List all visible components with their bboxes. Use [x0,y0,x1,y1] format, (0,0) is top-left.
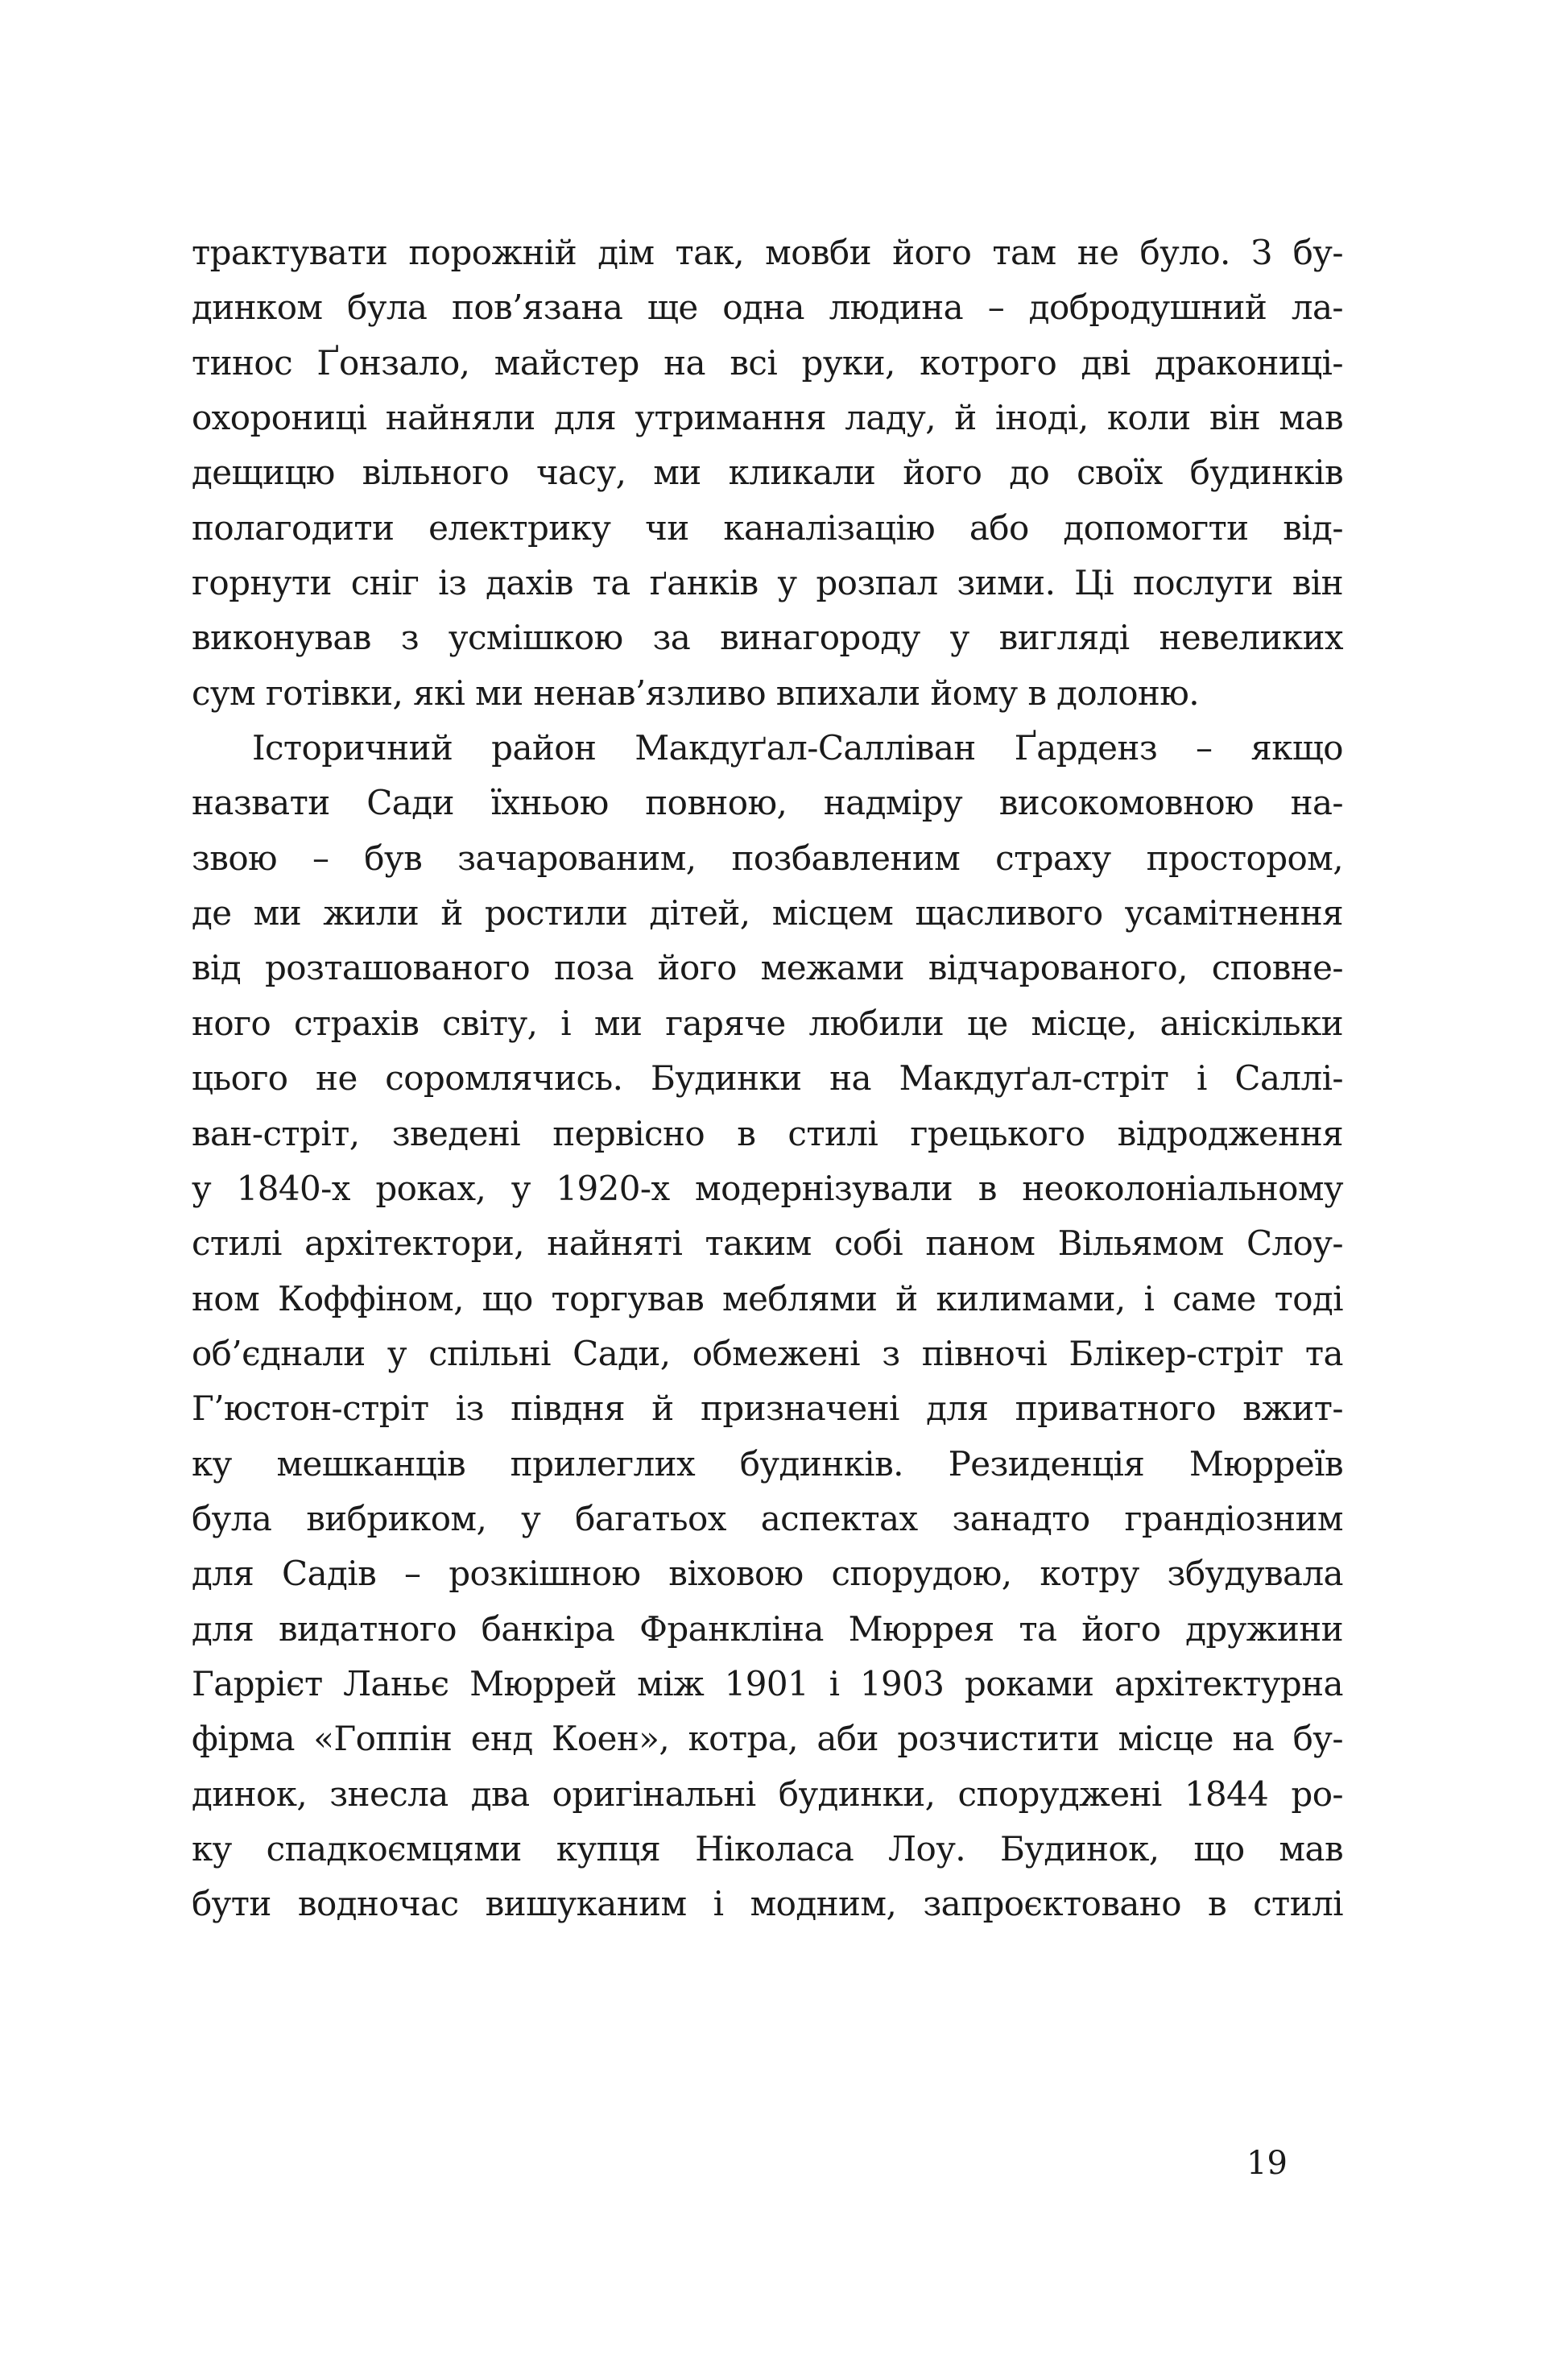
text-line: ном Коффіном, що торгував меблями й килимами, і саме тоді [192,1278,1343,1318]
text-line: фірма «Гоппін енд Коен», котра, аби розчистити місце на бу- [192,1719,1343,1759]
text-line: для видатного банкіра Франкліна Мюррея та його дружини [192,1608,1343,1649]
body-text [192,226,1343,2042]
text-line: від розташованого поза його межами відчарованого, сповне- [192,948,1343,988]
text-line: охорониці найняли для утримання ладу, й іноді, коли він мав [192,398,1343,438]
text-line-paragraph-end: сум готівки, які ми ненав’язливо впихали йому в долоню. [192,673,1199,713]
text-line: бути водночас вишуканим і модним, запроєктовано в стилі [192,1884,1343,1924]
text-line: де ми жили й ростили дітей, місцем щасливого усамітнення [192,893,1343,933]
text-line: тинос Ґонзало, майстер на всі руки, котрого дві драконицi- [192,342,1343,383]
text-line: у 1840-х роках, у 1920-х модернізували в неоколоніальному [192,1168,1343,1208]
text-line: Гаррієт Ланьє Мюррей між 1901 і 1903 роками архітектурна [192,1663,1343,1703]
text-line-paragraph-start: Історичний район Макдуґал-Салліван Ґарденз – якщо [252,728,1343,768]
text-line: назвати Сади їхньою повною, надміру високомовною на- [192,783,1343,823]
text-line: ного страхів світу, і ми гаряче любили це місце, аніскільки [192,1003,1343,1043]
text-line: об’єднали у спільні Сади, обмежені з півночі Блікер-стріт та [192,1333,1343,1373]
text-line [192,1987,1343,2042]
text-line: ван-стріт, зведені первісно в стилі грецького відродження [192,1113,1343,1153]
text-line: динок, знесла два оригінальні будинки, споруджені 1844 ро- [192,1774,1343,1814]
text-line: була вибриком, у багатьох аспектах занадто грандіозним [192,1498,1343,1538]
text-line: для Садів – розкішною віховою спорудою, котру збудувала [192,1554,1343,1594]
text-line: звою – був зачарованим, позбавленим страху простором, [192,838,1343,878]
text-line [192,1932,1343,1987]
text-line: Г’юстон-стріт із півдня й призначені для приватного вжит- [192,1389,1343,1429]
text-line: горнути сніг із дахів та ґанків у розпал зими. Ці послуги він [192,563,1343,603]
text-line: динком була пов’язана ще одна людина – добродушний ла- [192,288,1343,328]
text-line: ку спадкоємцями купця Ніколаса Лоу. Будинок, що мав [192,1828,1343,1869]
text-line: дещицю вільного часу, ми кликали його до своїх будинків [192,453,1343,493]
text-line: виконував з усмішкою за винагороду у вигляді невеликих [192,618,1343,658]
text-line: стилі архітектори, найняті таким собі паном Вільямом Слоу- [192,1223,1343,1264]
text-line: полагодити електрику чи каналізацію або допомогти від- [192,507,1343,548]
text-line: цього не соромлячись. Будинки на Макдуґал-стріт і Саллі- [192,1058,1343,1099]
text-line: трактувати порожній дім так, мовби його там не було. З бу- [192,233,1343,272]
page-number: 19 [1246,2145,1288,2182]
text-line: ку мешканців прилеглих будинків. Резиденція Мюрреїв [192,1443,1343,1484]
